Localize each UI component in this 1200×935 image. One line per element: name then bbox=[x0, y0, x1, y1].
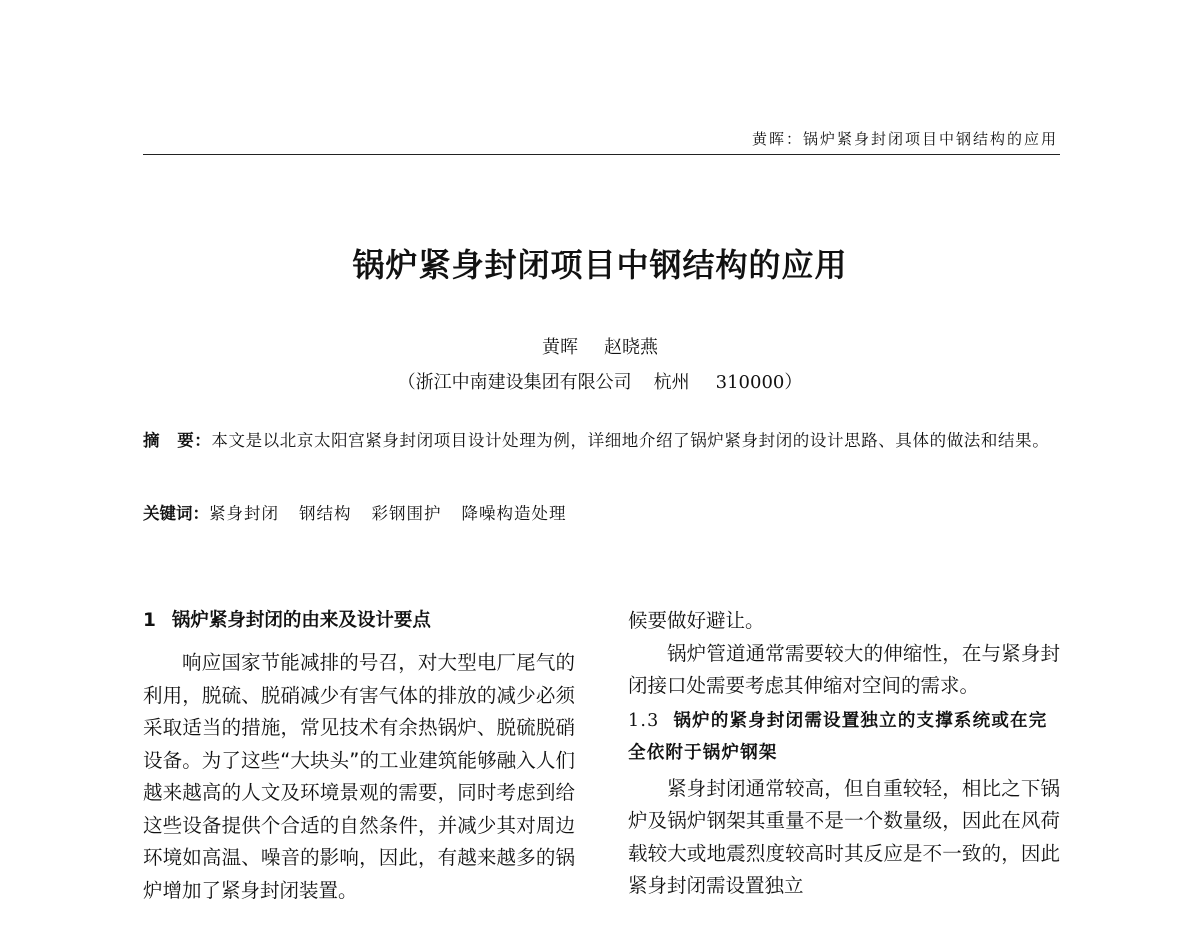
abstract-text: 本文是以北京太阳宫紧身封闭项目设计处理为例，详细地介绍了锅炉紧身封闭的设计思路、具体的做法和结果。 bbox=[211, 431, 1050, 450]
continued-paragraph: 候要做好避让。 bbox=[628, 609, 765, 632]
section-title: 锅炉紧身封闭的由来及设计要点 bbox=[171, 610, 431, 631]
article-title: 锅炉紧身封闭项目中钢结构的应用 bbox=[352, 246, 848, 284]
section-number: 1 bbox=[143, 610, 156, 631]
keywords-label: 关键词： bbox=[143, 504, 209, 523]
left-column bbox=[143, 605, 575, 907]
keyword: 彩钢围护 bbox=[371, 504, 442, 523]
author-list bbox=[0, 333, 1200, 359]
affiliation bbox=[0, 368, 1200, 394]
running-header: 黄晖：锅炉紧身封闭项目中钢结构的应用 bbox=[751, 130, 1058, 148]
affiliation-postcode: 310000 bbox=[715, 372, 785, 393]
body-paragraph: 锅炉管道通常需要较大的伸缩性，在与紧身封闭接口处需要考虑其伸缩对空间的需求。 bbox=[628, 641, 1060, 697]
affiliation-city: 杭州 bbox=[653, 372, 690, 393]
keywords bbox=[143, 500, 587, 528]
affiliation-organization: 浙江中南建设集团有限公司 bbox=[415, 372, 632, 393]
body-paragraph: 响应国家节能减排的号召，对大型电厂尾气的利用，脱硫、脱硝减少有害气体的排放的减少必须采取适当的措施，常见技术有余热锅炉、脱硫脱硝设备。为了这些“大块头”的工业建筑能够融入人们越来越高的人文及环境景观的需要，同时考虑到给这些设备提供个合适的自然条件，并减少其对周边环境如高温、噪音的影响，因此，有越来越多的锅炉增加了紧身封闭装置。 bbox=[143, 651, 575, 902]
header-rule bbox=[143, 154, 1060, 155]
abstract-label: 摘 要： bbox=[143, 431, 212, 450]
body-paragraph: 紧身封闭通常较高，但自重较轻，相比之下锅炉及锅炉钢架其重量不是一个数量级，因此在风荷载较大或地震烈度较高时其反应是不一致的，因此紧身封闭需设置独立 bbox=[628, 776, 1060, 897]
keyword: 钢结构 bbox=[299, 504, 352, 523]
affiliation-open-paren: （ bbox=[397, 372, 416, 393]
keyword: 降噪构造处理 bbox=[461, 504, 567, 523]
subsection-number: 1.3 bbox=[628, 710, 660, 731]
keyword: 紧身封闭 bbox=[209, 504, 279, 523]
author-name: 赵晓燕 bbox=[604, 337, 658, 358]
author-name: 黄晖 bbox=[542, 337, 578, 358]
subsection-heading bbox=[628, 705, 1060, 769]
affiliation-close-paren: ） bbox=[784, 372, 803, 393]
subsection-title: 锅炉的紧身封闭需设置独立的支撑系统或在完全依附于锅炉钢架 bbox=[628, 710, 1048, 763]
abstract bbox=[143, 425, 1058, 456]
right-column bbox=[628, 605, 1060, 903]
section-heading bbox=[143, 605, 575, 637]
